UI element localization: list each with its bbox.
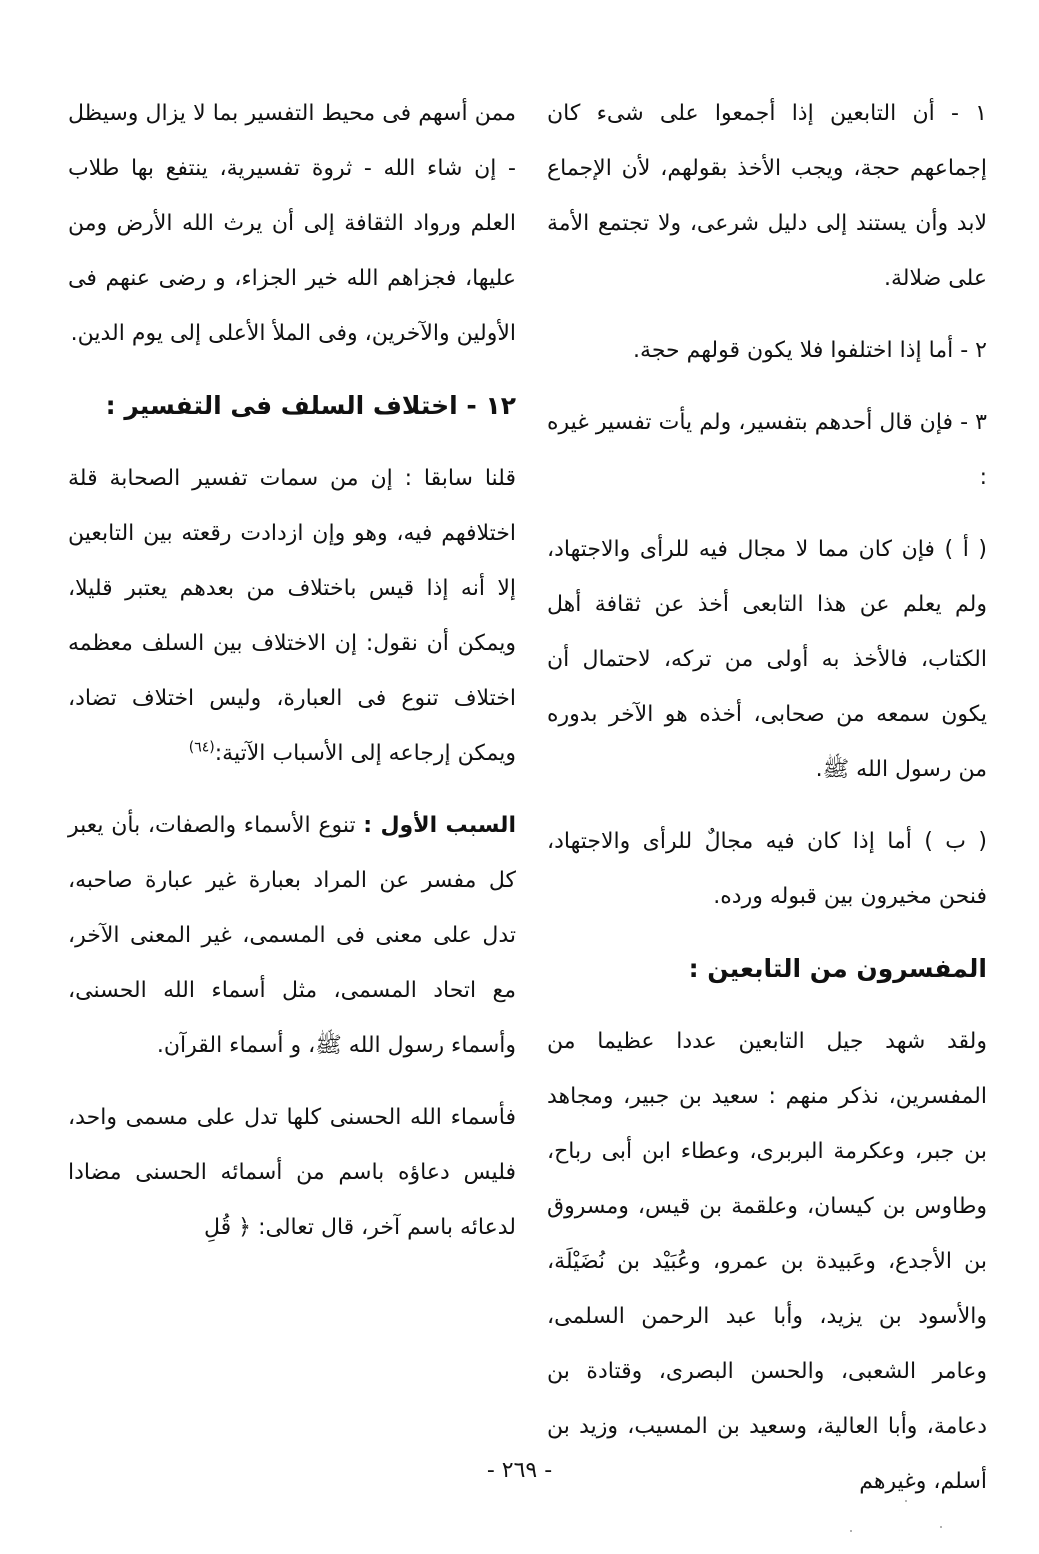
sub-item-a: ( أ ) فإن كان مما لا مجال فيه للرأى والاجتهاد، ولم يعلم عن هذا التابعى أخذ عن ثقافة أهل الكتاب، فالأخذ به أولى من تركه، لاحتمال أن يكون سمعه من صحابى، أخذه هو الآخر بدوره من رسول الله ﷺ. xyxy=(547,537,987,782)
numbered-item-2: ٢ - أما إذا اختلفوا فلا يكون قولهم حجة. xyxy=(633,338,987,363)
numbered-item-3: ٣ - فإن قال أحدهم بتفسير، ولم يأت تفسير غيره : xyxy=(547,410,987,490)
section-heading-12: ١٢ - اختلاف السلف فى التفسير : xyxy=(105,391,516,420)
paragraph-asma-husna: فأسماء الله الحسنى كلها تدل على مسمى واحد، فليس دعاؤه باسم من أسمائه الحسنى مضادا لدعائه باسم آخر، قال تعالى: ﴿ قُلِ xyxy=(68,1105,516,1240)
sabab-awwal-text: تنوع الأسماء والصفات، بأن يعبر كل مفسر عن المراد بعبارة غير عبارة صاحبه، تدل على معنى فى المسمى، غير المعنى الآخر، مع اتحاد المسمى، مثل أسماء الله الحسنى، وأسماء رسول الله ﷺ، و أسماء القرآن. xyxy=(68,813,516,1058)
paragraph-ikhtilaf xyxy=(68,451,516,781)
paragraph-sabab-awwal xyxy=(68,798,516,1073)
page-number: - ٢٦٩ - xyxy=(486,1458,553,1483)
sub-item-b: ( ب ) أما إذا كان فيه مجالٌ للرأى والاجتهاد، فنحن مخيرون بين قبوله ورده. xyxy=(547,829,987,909)
paragraph-ikhtilaf-text: قلنا سابقا : إن من سمات تفسير الصحابة قلة اختلافهم فيه، وهو وإن ازدادت رقعته بين التابعين إلا أنه إذا قيس باختلاف من بعدهم يعتبر قليلا، ويمكن أن نقول: إن الاختلاف بين السلف معظمه اختلاف تنوع فى العبارة، وليس اختلاف تضاد، ويمكن إرجاعه إلى الأسباب الآتية: xyxy=(68,466,516,766)
scan-speck xyxy=(940,1526,942,1528)
paragraph-mufassirun: ولقد شهد جيل التابعين عددا عظيما من المفسرين، نذكر منهم : سعيد بن جبير، ومجاهد بن جبر، وعكرمة البربرى، وعطاء ابن أبى رباح، وطاوس بن كيسان، وعلقمة بن قيس، ومسروق بن الأجدع، وعَبيدة بن عمرو، وعُبَيْد بن نُضَيْلَة، والأسود بن يزيد، وأبا عبد الرحمن السلمى، وعامر الشعبى، والحسن البصرى، وقتادة بن دعامة، وأبا العالية، وسعيد بن المسيب، وزيد بن أسلم، وغيرهم xyxy=(547,1029,987,1494)
paragraph-continuation: ممن أسهم فى محيط التفسير بما لا يزال وسيظل - إن شاء الله - ثروة تفسيرية، ينتفع بها طلاب العلم ورواد الثقافة إلى أن يرث الله الأرض ومن عليها، فجزاهم الله خير الجزاء، و رضى عنهم فى الأولين والآخرين، وفى الملأ الأعلى إلى يوم الدين. xyxy=(68,101,516,346)
left-column xyxy=(68,86,516,1272)
section-heading-tabieen: المفسرون من التابعين : xyxy=(688,954,987,983)
right-column xyxy=(547,86,987,1526)
sabab-awwal-label: السبب الأول : xyxy=(363,813,516,838)
scan-speck xyxy=(905,1500,907,1502)
scan-speck xyxy=(850,1530,852,1532)
numbered-item-1: ١ - أن التابعين إذا أجمعوا على شىء كان إجماعهم حجة، ويجب الأخذ بقولهم، لأن الإجماع لابد وأن يستند إلى دليل شرعى، ولا تجتمع الأمة على ضلالة. xyxy=(547,101,987,291)
footnote-reference: (٦٤) xyxy=(188,739,215,756)
